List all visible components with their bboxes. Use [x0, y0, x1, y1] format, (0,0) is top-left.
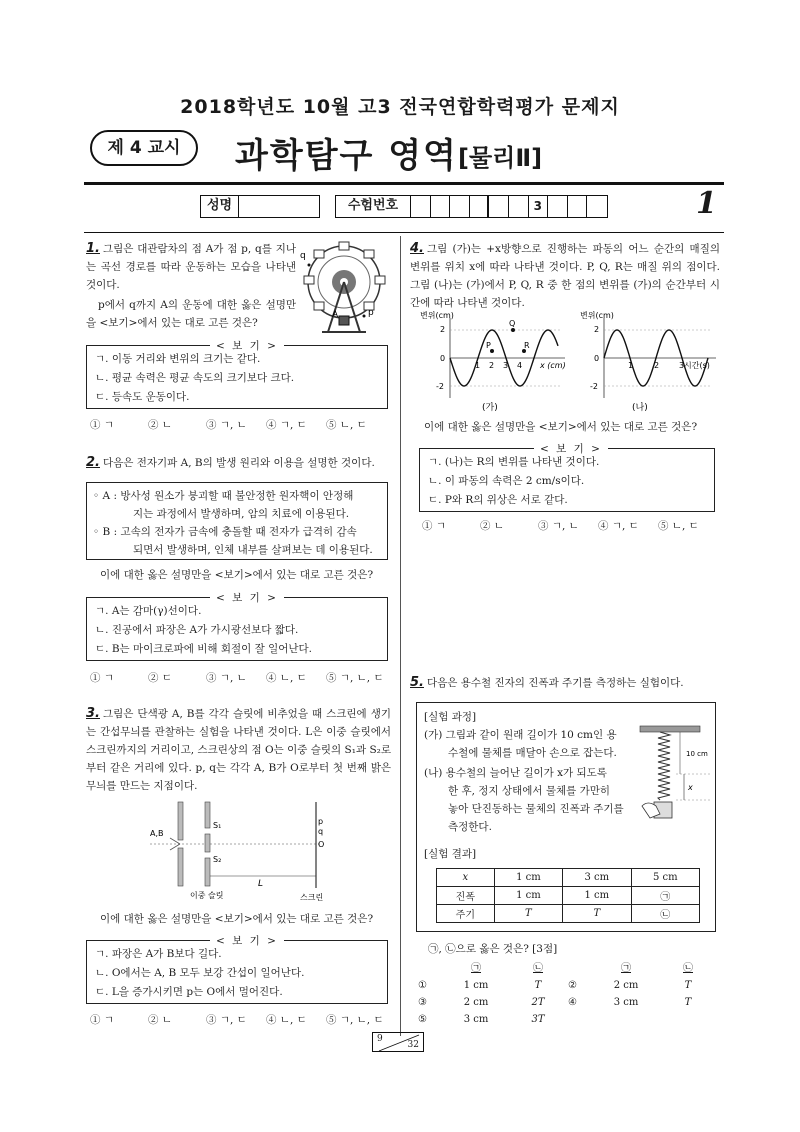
graph-a-point-label: R	[524, 341, 530, 350]
table-header-cell: 3 cm	[563, 869, 631, 887]
q2-choice[interactable]: ② ㄷ	[148, 672, 172, 684]
q5-step-b-line1: (나) 용수철의 늘어난 길이가 x가 되도록	[424, 767, 607, 779]
q5-answers	[418, 960, 718, 1028]
q1-fig-label-p: p	[368, 308, 374, 318]
graph-a-ytick: -2	[436, 382, 444, 391]
q5-step-a	[424, 726, 634, 762]
q1-bogi-item: ㄴ. 평균 속력은 평균 속도의 크기보다 크다.	[95, 372, 295, 384]
table-cell: 주기	[437, 905, 495, 923]
q2-bogi-title: < 보 기 >	[210, 590, 284, 605]
q5-step-a-line1: (가) 그림과 같이 원래 길이가 10 cm인 용	[424, 729, 617, 741]
graph-b-xtick: 3	[679, 361, 685, 370]
q1-choice[interactable]: ③ ㄱ, ㄴ	[206, 419, 247, 431]
q1-choice[interactable]: ④ ㄱ, ㄷ	[266, 419, 307, 431]
q5-stem	[410, 674, 720, 692]
answer-num[interactable]: ①	[418, 980, 427, 991]
spring-x-label: x	[688, 783, 693, 792]
graph-a-xtick: 4	[517, 361, 523, 370]
graph-a-ytick: 0	[440, 354, 446, 363]
q5-step-b-line4: 측정한다.	[448, 821, 492, 833]
graph-a-xlabel: x (cm)	[540, 361, 566, 370]
q2-item-a-line1: ◦ A : 방사성 원소가 붕괴할 때 불안정한 원자핵이 안정해	[93, 490, 354, 502]
q4-stem	[410, 240, 720, 312]
q5-result-title: [실험 결과]	[424, 848, 477, 860]
table-header-cell: 5 cm	[631, 869, 699, 887]
exam-number-label: 수험번호	[336, 196, 411, 217]
graph-b-xtick: 1	[628, 361, 634, 370]
q1-choice[interactable]: ⑤ ㄴ, ㄷ	[326, 419, 367, 431]
q5-step-b	[424, 764, 634, 836]
q3-fig-label-screen: 스크린	[300, 893, 324, 902]
q4-choice[interactable]: ④ ㄱ, ㄷ	[598, 520, 639, 532]
q3-fig-label-p: p	[318, 817, 324, 826]
spring-length-label: 10 cm	[686, 750, 708, 758]
graph-a-xtick: 2	[489, 361, 495, 370]
q1-stem	[86, 240, 296, 294]
q5-question: ㉠, ㉡으로 옳은 것은? [3점]	[428, 943, 558, 955]
q5-answer-row[interactable]	[418, 977, 718, 994]
q3-bogi-item: ㄱ. 파장은 A가 B보다 길다.	[95, 948, 222, 960]
q5-step-b-line2: 한 후, 정지 상태에서 물체를 가만히	[448, 785, 611, 797]
page-counter	[372, 1032, 424, 1052]
table-cell: 진폭	[437, 887, 495, 905]
wave-graph-a	[420, 310, 570, 416]
q3-bogi-item: ㄷ. L을 증가시키면 p는 O에서 멀어진다.	[95, 986, 283, 998]
ferris-wheel-figure	[298, 238, 392, 336]
page-counter-total: 32	[407, 1040, 419, 1050]
table-row	[437, 905, 700, 923]
q1-fig-label-a: A	[332, 310, 339, 320]
exam-number-cell	[548, 196, 568, 217]
graph-b-ytick: 2	[594, 325, 600, 334]
q2-bogi-item: ㄱ. A는 감마(γ)선이다.	[95, 605, 202, 617]
q1-choice[interactable]: ② ㄴ	[148, 419, 172, 431]
q5-process-title: [실험 과정]	[424, 711, 477, 723]
q3-fig-label-s2: S₂	[213, 855, 222, 864]
subject-subtitle: [물리Ⅱ]	[458, 144, 543, 172]
answer-head: ㉠	[621, 963, 631, 974]
q4-bogi-item: ㄷ. P와 R의 위상은 서로 같다.	[428, 494, 568, 506]
exam-number-cell	[489, 196, 509, 217]
body-rule	[84, 232, 724, 233]
q5-answer-row[interactable]	[418, 994, 718, 1011]
q1-choices	[90, 417, 390, 432]
q2-bogi-item: ㄴ. 진공에서 파장은 A가 가시광선보다 짧다.	[95, 624, 299, 636]
graph-a-xtick: 3	[503, 361, 509, 370]
q2-bogi-box	[86, 597, 388, 661]
q4-bogi-box	[419, 448, 715, 512]
q2-choice[interactable]: ④ ㄴ, ㄷ	[266, 672, 307, 684]
session-badge: 제 4 교시	[90, 130, 198, 166]
q4-bogi-item: ㄴ. 이 파동의 속력은 2 cm/s이다.	[428, 475, 585, 487]
q4-prompt: 이에 대한 옳은 설명만을 <보기>에서 있는 대로 고른 것은?	[424, 421, 698, 433]
q3-bogi-item: ㄴ. O에서는 A, B 모두 보강 간섭이 일어난다.	[95, 967, 305, 979]
answer-head: ㉡	[533, 963, 543, 974]
exam-title: 2018학년도 10월 고3 전국연합학력평가 문제지	[180, 96, 620, 118]
graph-a-xtick: 1	[475, 361, 481, 370]
answer-num[interactable]: ②	[568, 980, 577, 991]
q2-item-a-line2: 지는 과정에서 발생하며, 암의 치료에 이용된다.	[133, 508, 350, 520]
exam-number-cell	[509, 196, 529, 217]
q3-choices	[90, 1012, 395, 1027]
header-rule	[84, 182, 724, 185]
table-row	[437, 887, 700, 905]
name-field	[200, 195, 320, 218]
q4-bogi-item: ㄱ. (나)는 R의 변위를 나타낸 것이다.	[428, 456, 600, 468]
answer-val: 2T	[531, 997, 545, 1008]
answer-val: 1 cm	[463, 980, 489, 991]
q2-item-b-line1: ◦ B : 고속의 전자가 금속에 충돌할 때 전자가 급격히 감속	[93, 526, 357, 538]
graph-a-point-label: Q	[509, 319, 516, 328]
graph-b-xtick: 2	[654, 361, 660, 370]
q2-info-box	[86, 482, 388, 560]
answer-val: 2 cm	[463, 997, 489, 1008]
q1-bogi-item: ㄷ. 등속도 운동이다.	[95, 391, 190, 403]
q3-choice[interactable]: ④ ㄴ, ㄷ	[266, 1014, 307, 1026]
exam-number-cell	[450, 196, 470, 217]
q4-choices	[422, 518, 722, 533]
graph-b-ytick: -2	[590, 382, 598, 391]
answer-num[interactable]: ④	[568, 997, 577, 1008]
q3-choice[interactable]: ⑤ ㄱ, ㄴ, ㄷ	[326, 1014, 384, 1026]
q2-number: 2.	[86, 455, 100, 470]
answer-val: 2 cm	[613, 980, 639, 991]
exam-number-cell	[587, 196, 607, 217]
q1-bogi-title: < 보 기 >	[210, 338, 284, 353]
exam-number-cell	[411, 196, 431, 217]
table-header-cell: 1 cm	[494, 869, 562, 887]
q4-text: 그림 (가)는 +x방향으로 진행하는 파동의 어느 순간의 매질의 변위를 위치 x에 따라 나타낸 것이다. P, Q, R는 매질 위의 점이다. 그림 (나)는 (가)에서 P, Q, R 중 한 점의 변위를 (가)의 순간부터 시간에 따라 나타낸 것이다.	[410, 243, 720, 309]
subject-title: 과학탐구 영역	[235, 136, 458, 176]
q2-choice[interactable]: ③ ㄱ, ㄴ	[206, 672, 247, 684]
answer-val: T	[684, 997, 692, 1008]
answer-val: T	[534, 980, 542, 991]
exam-number-field	[335, 195, 608, 218]
q4-choice[interactable]: ① ㄱ	[422, 520, 446, 532]
answer-val: 3 cm	[463, 1014, 489, 1025]
q3-choice[interactable]: ③ ㄱ, ㄷ	[206, 1014, 247, 1026]
exam-number-cell-digit: 3	[529, 196, 549, 217]
answer-head: ㉠	[471, 963, 481, 974]
graph-a-point-label: P	[486, 341, 491, 350]
q2-item-b-line2: 되면서 발생하며, 인체 내부를 살펴보는 데 이용된다.	[133, 544, 373, 556]
q4-choice[interactable]: ⑤ ㄴ, ㄷ	[658, 520, 699, 532]
graph-b-caption: (나)	[632, 403, 648, 413]
q3-bogi-box	[86, 940, 388, 1004]
q4-bogi-title: < 보 기 >	[534, 441, 608, 456]
table-cell: T	[563, 905, 631, 923]
column-divider	[400, 236, 401, 1036]
q2-text: 다음은 전자기파 A, B의 발생 원리와 이용을 설명한 것이다.	[102, 457, 375, 469]
q1-text: 그림은 대관람차의 점 A가 점 p, q를 지나는 곡선 경로를 따라 운동하는 모습을 나타낸 것이다.	[86, 243, 296, 291]
q2-choice[interactable]: ⑤ ㄱ, ㄴ, ㄷ	[326, 672, 384, 684]
q2-prompt: 이에 대한 옳은 설명만을 <보기>에서 있는 대로 고른 것은?	[100, 569, 374, 581]
page-counter-current: 9	[377, 1034, 383, 1044]
q5-answer-head-row	[418, 960, 718, 977]
q5-result-table	[436, 868, 700, 923]
name-label: 성명	[201, 196, 239, 217]
q5-step-a-line2: 수철에 물체를 매달아 손으로 잡는다.	[448, 747, 617, 759]
q1-number: 1.	[86, 241, 100, 256]
q1-fig-label-q: q	[300, 251, 306, 261]
exam-number-cell	[568, 196, 588, 217]
q3-fig-label-o: O	[318, 840, 325, 849]
answer-val: T	[684, 980, 692, 991]
q3-prompt: 이에 대한 옳은 설명만을 <보기>에서 있는 대로 고른 것은?	[100, 913, 374, 925]
table-cell: 1 cm	[494, 887, 562, 905]
spring-figure	[636, 724, 712, 844]
wave-graph-b	[580, 310, 720, 416]
graph-b-ytick: 0	[594, 354, 600, 363]
q1-bogi-item: ㄱ. 이동 거리와 변위의 크기는 같다.	[95, 353, 261, 365]
q3-number: 3.	[86, 706, 100, 721]
exam-number-cell	[470, 196, 490, 217]
answer-num[interactable]: ⑤	[418, 1014, 427, 1025]
q3-bogi-title: < 보 기 >	[210, 933, 284, 948]
q5-number: 5.	[410, 675, 424, 690]
graph-a-ytick: 2	[440, 325, 446, 334]
page-number: 1	[696, 186, 717, 221]
q3-text: 그림은 단색광 A, B를 각각 슬릿에 비추었을 때 스크린에 생기는 간섭무늬를 관찰하는 실험을 나타낸 것이다. L은 이중 슬릿에서 스크린까지의 거리이고, 스크린상의 점 O는 이중 슬릿의 S₁과 S₂로부터 같은 거리에 있다. p, q는 각각 A, B가 O로부터 첫 번째 밝은 무늬를 만드는 지점이다.	[86, 708, 391, 792]
q4-choice[interactable]: ② ㄴ	[480, 520, 504, 532]
q1-bogi-box	[86, 345, 388, 409]
exam-number-cell	[431, 196, 451, 217]
answer-num[interactable]: ③	[418, 997, 427, 1008]
answer-val: 3T	[531, 1014, 545, 1025]
q5-answer-row[interactable]	[418, 1011, 718, 1028]
answer-head: ㉡	[683, 963, 693, 974]
q3-fig-label-q: q	[318, 827, 324, 836]
q3-fig-label-slit: 이중 슬릿	[190, 891, 224, 900]
q3-stem	[86, 705, 391, 795]
q1-prompt: p에서 q까지 A의 운동에 대한 옳은 설명만을 <보기>에서 있는 대로 고른 것은?	[86, 299, 296, 329]
q3-choice[interactable]: ① ㄱ	[90, 1014, 114, 1026]
graph-b-ylabel: 변위(cm)	[580, 311, 614, 320]
table-header-cell: x	[437, 869, 495, 887]
q4-choice[interactable]: ③ ㄱ, ㄴ	[538, 520, 579, 532]
table-cell: 1 cm	[563, 887, 631, 905]
q4-number: 4.	[410, 241, 424, 256]
q3-fig-label-s1: S₁	[213, 821, 222, 830]
table-cell: ㉡	[631, 905, 699, 923]
graph-a-ylabel: 변위(cm)	[420, 311, 454, 320]
q3-fig-label-l: L	[258, 879, 264, 889]
q1-choice[interactable]: ① ㄱ	[90, 419, 114, 431]
table-row	[437, 869, 700, 887]
table-cell: ㉠	[631, 887, 699, 905]
q2-stem	[86, 454, 391, 472]
q5-step-b-line3: 놓아 단진동하는 물체의 진폭과 주기를	[448, 803, 624, 815]
graph-a-caption: (가)	[482, 403, 498, 413]
q2-choices	[90, 670, 395, 685]
q3-choice[interactable]: ② ㄴ	[148, 1014, 172, 1026]
double-slit-figure	[150, 798, 340, 902]
name-value	[239, 196, 319, 217]
q3-fig-label-ab: A,B	[150, 829, 164, 838]
point-q-marker	[511, 328, 515, 332]
answer-val: 3 cm	[613, 997, 639, 1008]
q2-bogi-item: ㄷ. B는 마이크로파에 비해 회절이 잘 일어난다.	[95, 643, 312, 655]
q5-text: 다음은 용수철 진자의 진폭과 주기를 측정하는 실험이다.	[426, 677, 684, 689]
table-cell: T	[494, 905, 562, 923]
graph-b-xlabel: 시간(s)	[684, 361, 710, 370]
q2-choice[interactable]: ① ㄱ	[90, 672, 114, 684]
